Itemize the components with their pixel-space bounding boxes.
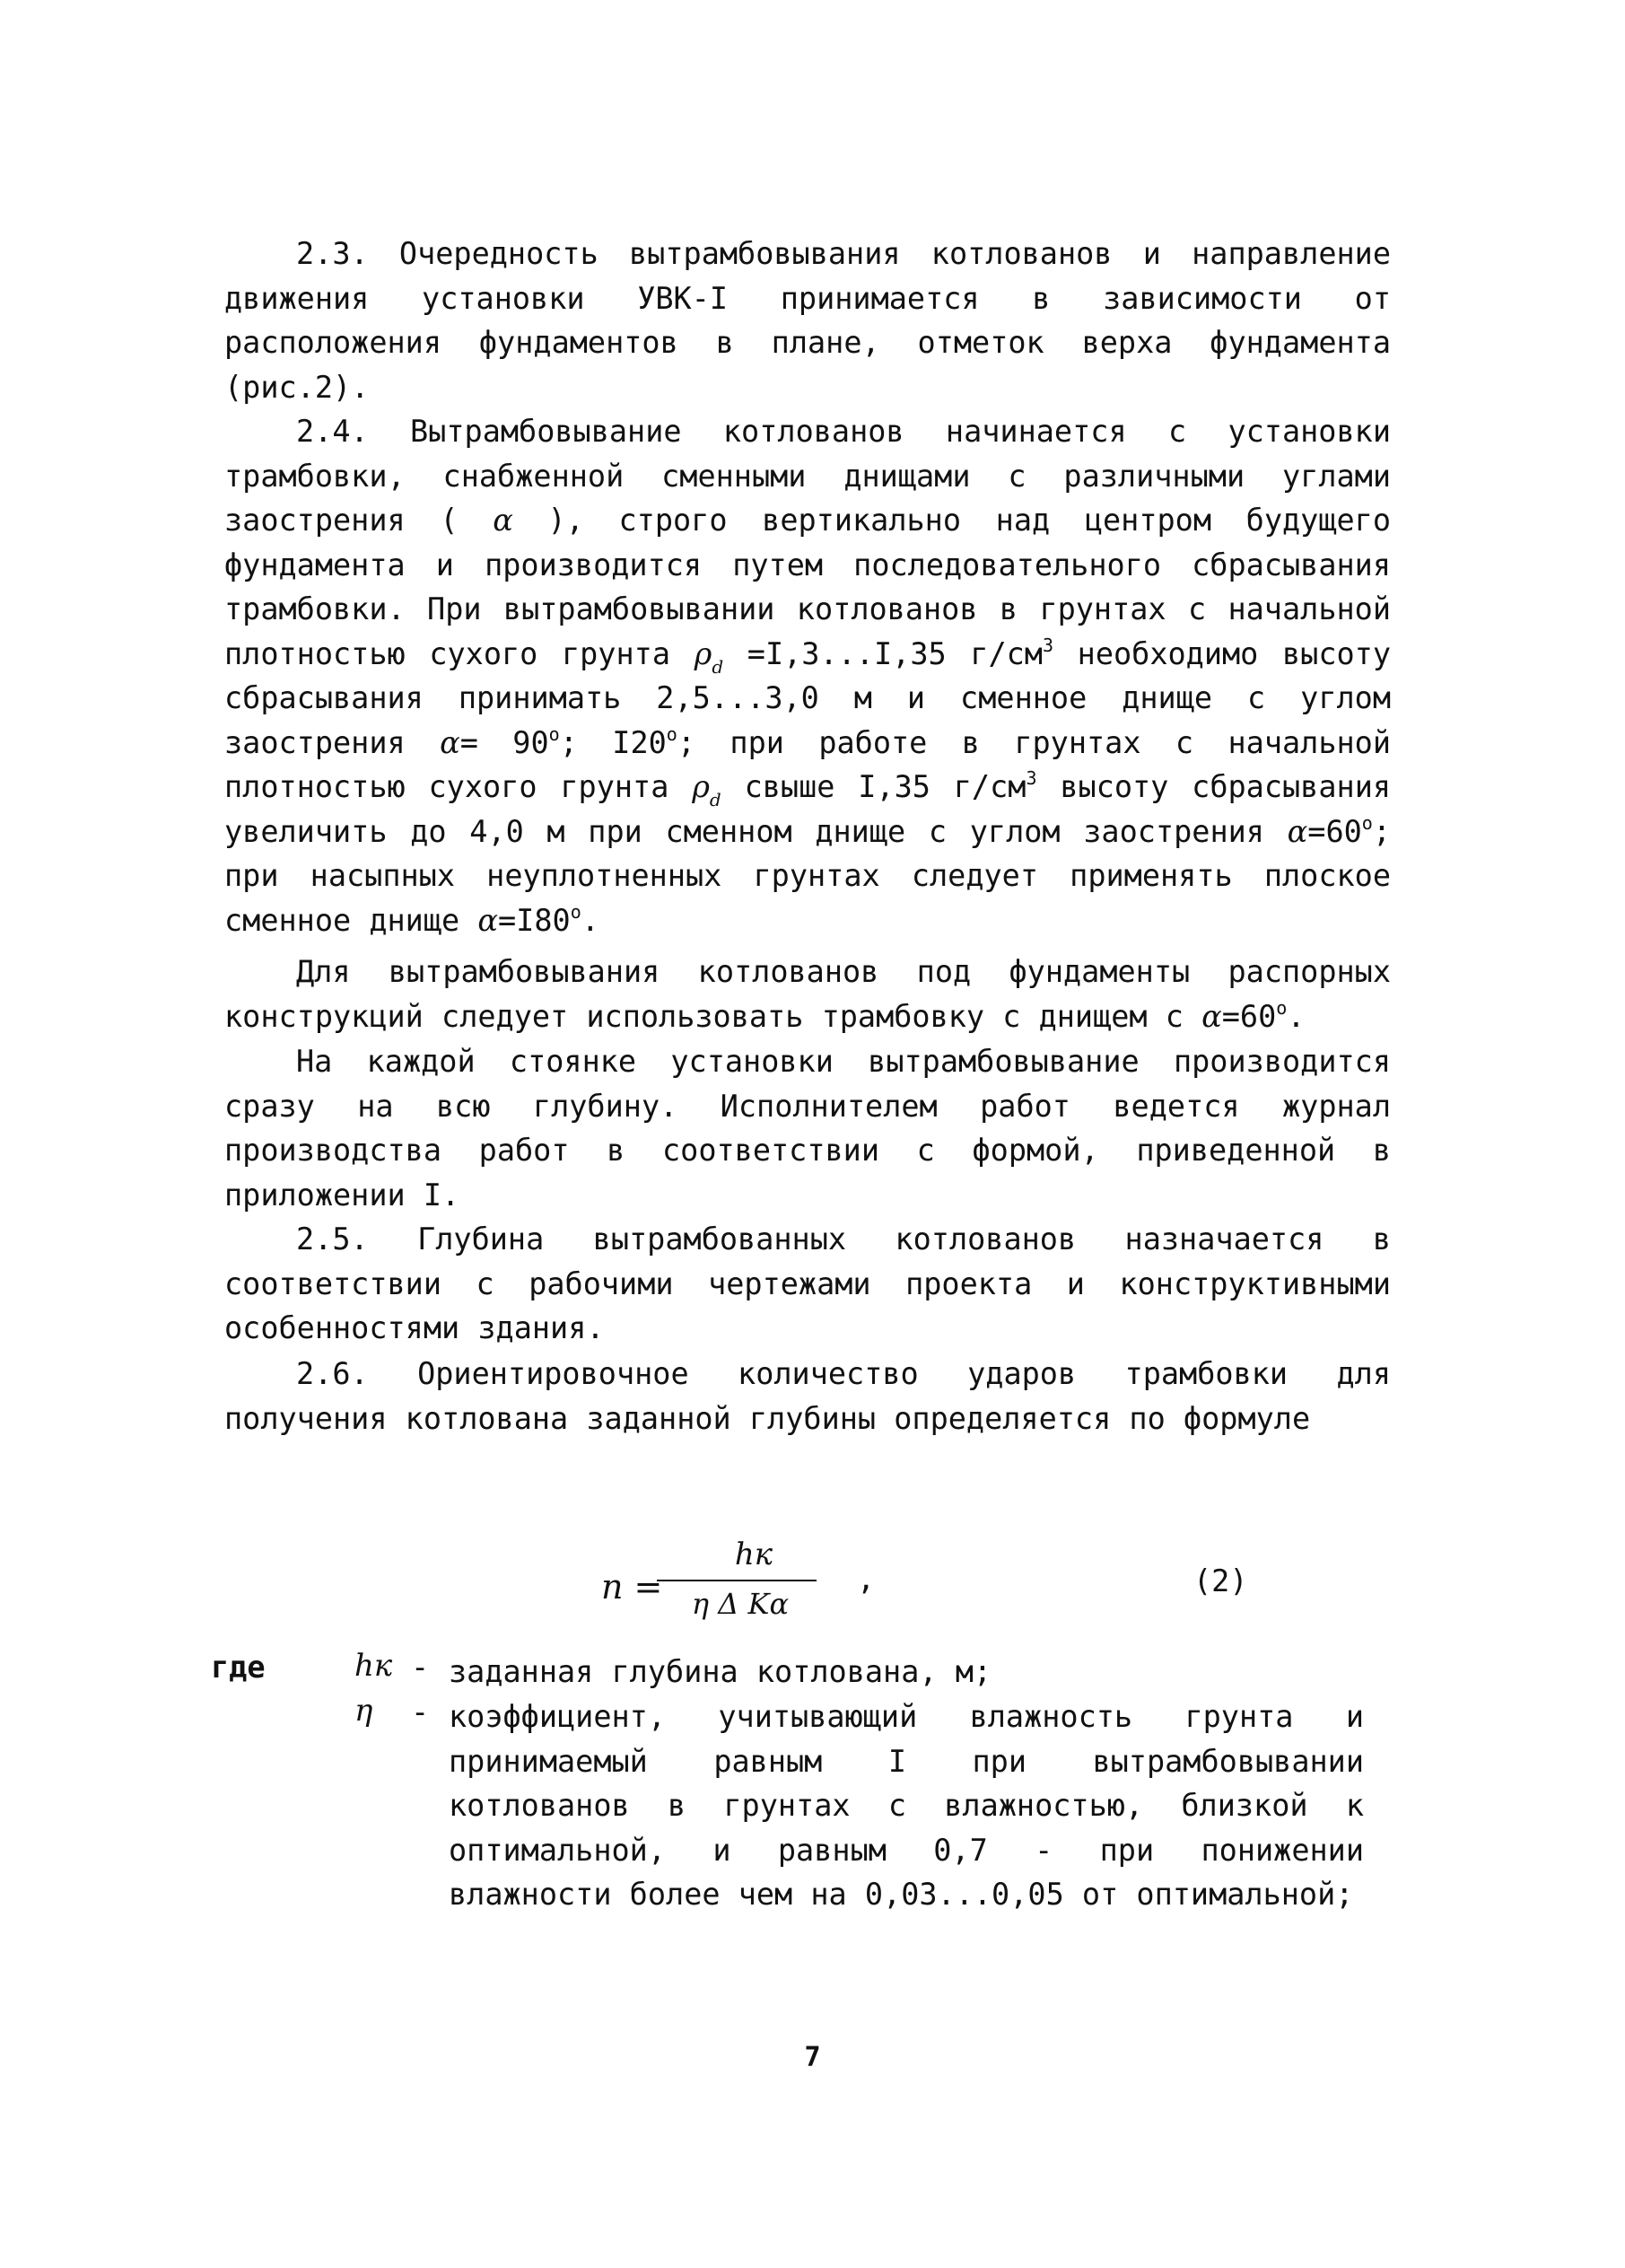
formula-denominator: η Δ Kα <box>691 1587 790 1621</box>
formula-comma: , <box>857 1562 876 1597</box>
where-label: где <box>211 1650 266 1685</box>
def-text-hk: заданная глубина котлована, м; <box>449 1654 992 1689</box>
page-number: 7 <box>804 2042 821 2073</box>
formula-2 <box>592 1537 826 1635</box>
def-symbol-eta: η <box>354 1693 373 1729</box>
paragraph-spacer-structures: Для вытрамбовывания котлованов под фундаменты распорных конструкций следует использовать трамбовку с днищем с $\alpha=60^o$. <box>224 954 1391 1034</box>
rho-symbol: ρ <box>694 635 712 671</box>
def-symbol-hk: hк <box>354 1648 393 1684</box>
def-dash: - <box>411 1650 430 1685</box>
formula-lhs: n = <box>601 1567 663 1607</box>
def-text-eta: коэффициент, учитывающий влажность грунта и принимаемый равным I при вытрамбовывании котлованов в грунтах с влажностью, близкой к оптимальной, и равным 0,7 - при понижении влажности более чем на 0,03...0,05 от оптимальной; <box>449 1699 1364 1912</box>
fraction-bar <box>657 1580 817 1581</box>
paragraph-2-5: 2.5. Глубина вытрамбованных котлованов назначается в соответствии с рабочими чертежами проекта и конструктивными особенностями здания. <box>224 1222 1391 1345</box>
def-dash: - <box>411 1694 430 1729</box>
alpha-symbol: α <box>493 503 513 538</box>
paragraph-2-6: 2.6. Ориентировочное количество ударов трамбовки для получения котлована заданной глубины определяется по формуле <box>224 1356 1391 1436</box>
equation-number: (2) <box>1193 1563 1248 1598</box>
formula-numerator: hк <box>734 1537 773 1572</box>
paragraph-2-4: 2.4. Вытрамбовывание котлованов начинается с установки трамбовки, снабженной сменными днищами с различными углами заострения ( α ), строго вертикально над центром будущего фундамента и производится путем последовательного сбрасывания трамбовки. При вытрамбовывании котлованов в грунтах с начальной плотностью сухого грунта $\rho_d =I,3...I,35$ $г/см^3$ необходимо высоту сбрасывания принимать 2,5...3,0 м и сменное днище с углом заострения $\alpha= 90^o$; I20$^o$; при работе в грунтах с начальной плотностью сухого грунта $\rho_d$ свыше I,35 $г/см^3$ высоту сбрасывания увеличить до 4,0 м при сменном днище с углом заострения $\alpha=60^o$; при насыпных неуплотненных грунтах следует применять плоское сменное днище $\alpha=I80^o$. <box>224 414 1392 938</box>
paragraph-stand: На каждой стоянке установки вытрамбовывание производится сразу на всю глубину. Исполнителем работ ведется журнал производства работ в соответствии с формой, приведенной в приложении I. <box>224 1044 1391 1213</box>
paragraph-2-3: 2.3. Очередность вытрамбовывания котлованов и направление движения установки УВК-I принимается в зависимости от расположения фундаментов в плане, отметок верха фундамента (рис.2). <box>224 236 1391 405</box>
